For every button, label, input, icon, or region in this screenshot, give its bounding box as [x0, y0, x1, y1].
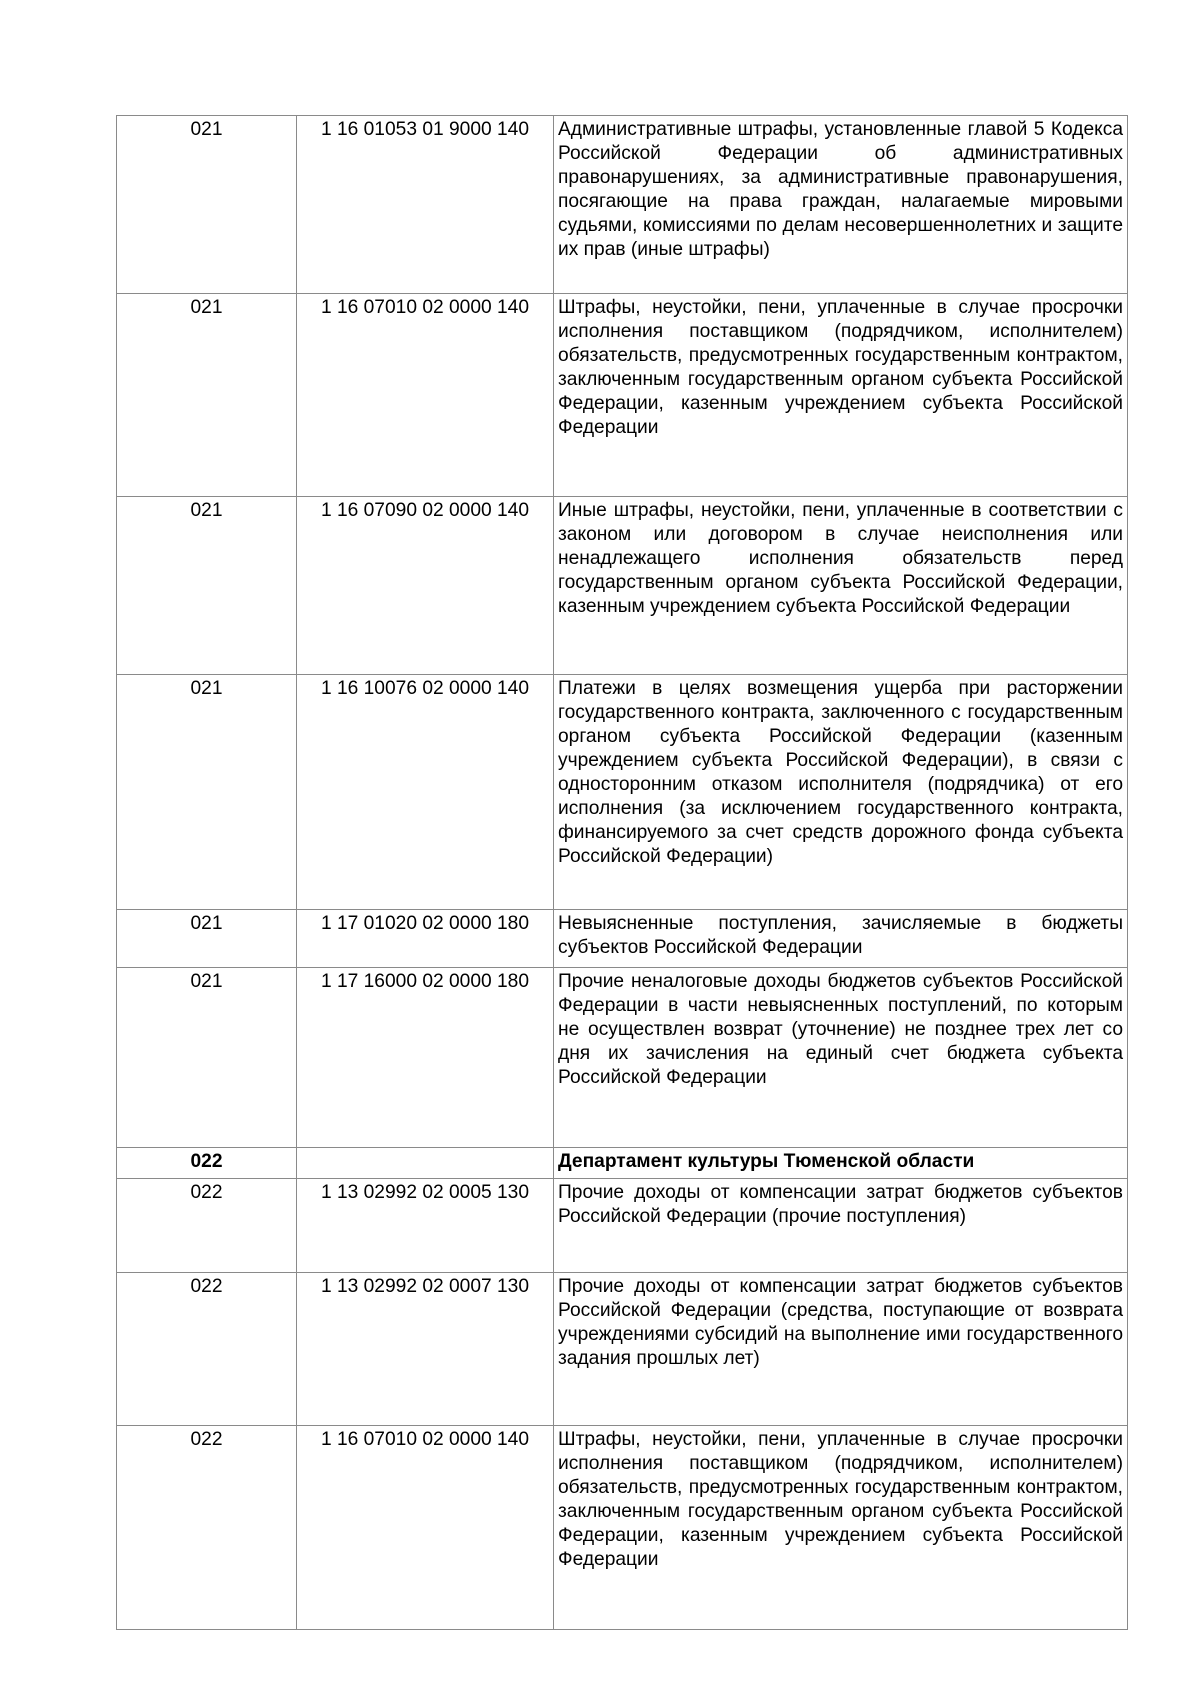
admin-code-cell: 021: [117, 968, 297, 1148]
table-row: [117, 1273, 1128, 1426]
revenue-name-cell: Платежи в целях возмещения ущерба при расторжении государственного контракта, заключенного с государственным органом субъекта Российской Федерации (казенным учреждением субъекта Российской Федерации), в связи с односторонним отказом исполнителя (подрядчика) от его исполнения (за исключением государственного контракта, финансируемого за счет средств дорожного фонда субъекта Российской Федерации): [554, 675, 1128, 910]
admin-code-cell: 021: [117, 675, 297, 910]
revenue-name-cell: Прочие доходы от компенсации затрат бюджетов субъектов Российской Федерации (средства, поступающие от возврата учреждениями субсидий на выполнение ими государственного задания прошлых лет): [554, 1273, 1128, 1426]
admin-code-cell: 021: [117, 116, 297, 294]
table-row: [117, 116, 1128, 294]
revenue-name-cell: Иные штрафы, неустойки, пени, уплаченные в соответствии с законом или договором в случае неисполнения или ненадлежащего исполнения обязательств перед государственным органом субъекта Российской Федерации, казенным учреждением субъекта Российской Федерации: [554, 497, 1128, 675]
revenue-code-cell: 1 16 10076 02 0000 140: [297, 675, 554, 910]
revenue-name-cell: Невыясненные поступления, зачисляемые в бюджеты субъектов Российской Федерации: [554, 910, 1128, 968]
admin-code-cell: 021: [117, 910, 297, 968]
admin-code-cell: 022: [117, 1179, 297, 1273]
revenue-code-cell: 1 13 02992 02 0007 130: [297, 1273, 554, 1426]
revenue-code-cell: 1 16 07090 02 0000 140: [297, 497, 554, 675]
admin-code-cell: 022: [117, 1426, 297, 1630]
admin-code-cell: 021: [117, 497, 297, 675]
revenue-name-cell: Прочие доходы от компенсации затрат бюджетов субъектов Российской Федерации (прочие поступления): [554, 1179, 1128, 1273]
revenue-name-cell: Штрафы, неустойки, пени, уплаченные в случае просрочки исполнения поставщиком (подрядчиком, исполнителем) обязательств, предусмотренных государственным контрактом, заключенным государственным органом субъекта Российской Федерации, казенным учреждением субъекта Российской Федерации: [554, 1426, 1128, 1630]
revenue-code-cell: 1 16 07010 02 0000 140: [297, 1426, 554, 1630]
table-row: [117, 497, 1128, 675]
revenue-code-cell: 1 13 02992 02 0005 130: [297, 1179, 554, 1273]
admin-code-cell: 022: [117, 1148, 297, 1179]
admin-code-cell: 021: [117, 294, 297, 497]
revenue-name-cell: Штрафы, неустойки, пени, уплаченные в случае просрочки исполнения поставщиком (подрядчиком, исполнителем) обязательств, предусмотренных государственным контрактом, заключенным государственным органом субъекта Российской Федерации, казенным учреждением субъекта Российской Федерации: [554, 294, 1128, 497]
table-row: [117, 1426, 1128, 1630]
section-title-cell: Департамент культуры Тюменской области: [554, 1148, 1128, 1179]
revenue-code-cell: [297, 1148, 554, 1179]
revenue-code-cell: 1 16 01053 01 9000 140: [297, 116, 554, 294]
revenue-name-cell: Прочие неналоговые доходы бюджетов субъектов Российской Федерации в части невыясненных поступлений, по которым не осуществлен возврат (уточнение) не позднее трех лет со дня их зачисления на единый счет бюджета субъекта Российской Федерации: [554, 968, 1128, 1148]
revenue-code-cell: 1 16 07010 02 0000 140: [297, 294, 554, 497]
table-row: [117, 1179, 1128, 1273]
table-body: [117, 116, 1128, 1630]
section-header-row: [117, 1148, 1128, 1179]
table-row: [117, 968, 1128, 1148]
revenue-code-cell: 1 17 16000 02 0000 180: [297, 968, 554, 1148]
revenue-name-cell: Административные штрафы, установленные главой 5 Кодекса Российской Федерации об административных правонарушениях, за административные правонарушения, посягающие на права граждан, налагаемые мировыми судьями, комиссиями по делам несовершеннолетних и защите их прав (иные штрафы): [554, 116, 1128, 294]
table-row: [117, 675, 1128, 910]
table-row: [117, 910, 1128, 968]
admin-code-cell: 022: [117, 1273, 297, 1426]
revenue-codes-table: [116, 115, 1128, 1630]
revenue-code-cell: 1 17 01020 02 0000 180: [297, 910, 554, 968]
table-row: [117, 294, 1128, 497]
